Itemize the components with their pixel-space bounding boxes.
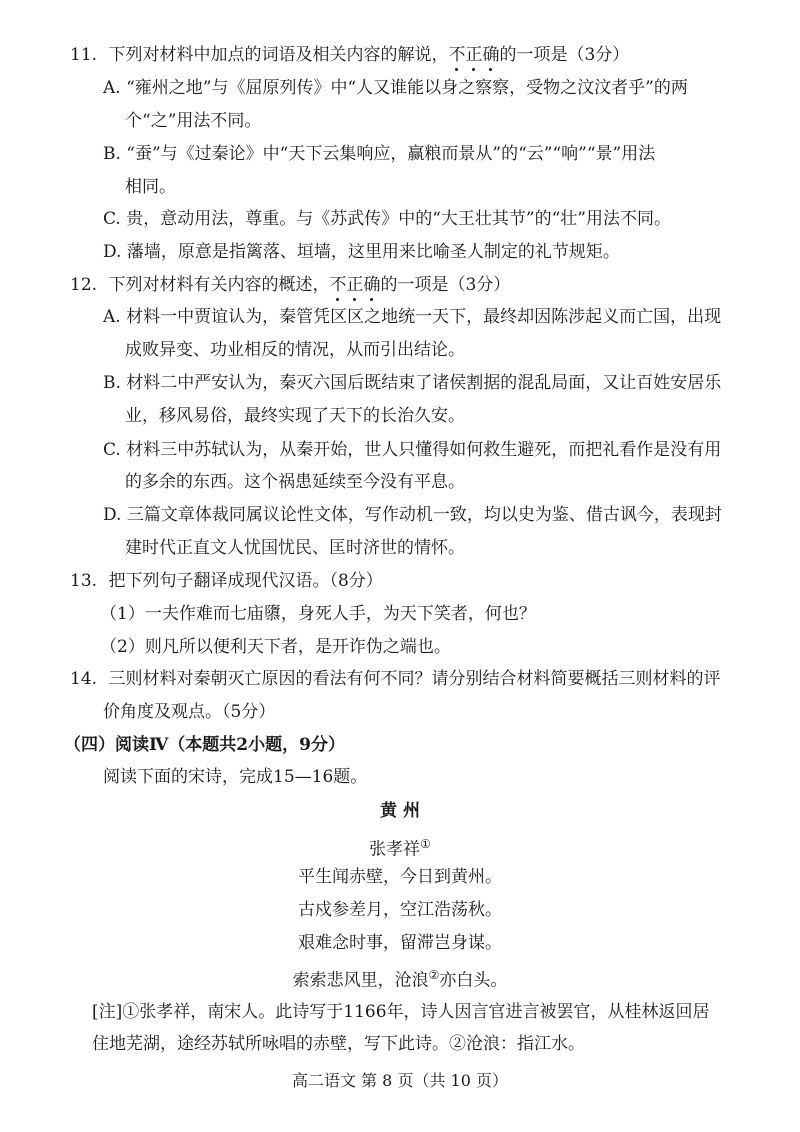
q12-stem [70, 273, 510, 297]
q14-stem [70, 667, 720, 691]
q11-emphasis-char: 不 [448, 45, 466, 65]
q11-option-b-line1: B. “蚕”与《过秦论》中“天下云集响应，赢粮而景从”的“云”“响”“景”用法 [103, 144, 656, 164]
q12-stem-tail: 的一项是（3分） [380, 275, 511, 295]
section-intro: 阅读下面的宋诗，完成15—16题。 [103, 767, 368, 787]
annotation-line-2: 住地芜湖，途经苏轼所咏唱的赤壁，写下此诗。②沧浪：指江水。 [92, 1034, 585, 1054]
page-footer: 高二语文 第 8 页（共 10 页） [292, 1071, 508, 1090]
q13-stem [70, 569, 383, 593]
q12-option-d-line1: D. 三篇文章体裁同属议论性文体，写作动机一致，均以史为鉴、借古讽今，表现封 [103, 505, 722, 525]
annotation-line-1: [注]①张孝祥，南宋人。此诗写于1166年，诗人因言官进言被罢官，从桂林返回居 [92, 1002, 710, 1022]
q12-option-b-line1: B. 材料二中严安认为，秦灭六国后既结束了诸侯割据的混乱局面，又让百姓安居乐 [103, 373, 722, 393]
q12-option-b-line2: 业，移风易俗，最终实现了天下的长治久安。 [125, 406, 465, 426]
q11-stem [70, 43, 629, 67]
poem-author [0, 832, 800, 862]
poem-title: 黄 州 [380, 801, 420, 821]
poem-line-4-text: 索索悲风里，沧浪 [292, 970, 429, 991]
q11-stem-text: 下列对材料中加点的词语及相关内容的解说， [108, 45, 449, 65]
q12-number: 12. [70, 275, 98, 295]
q12-option-c-line2: 的多余的东西。这个祸患延续至今没有平息。 [125, 472, 465, 492]
q12-emphasis-char: 不 [329, 275, 347, 295]
q14-stem-line1: 三则材料对秦朝灭亡原因的看法有何不同？请分别结合材料简要概括三则材料的评 [108, 669, 721, 689]
q14-stem-line2: 价角度及观点。（5分） [103, 702, 276, 722]
q11-option-b-line2: 相同。 [125, 177, 176, 197]
poem-line-4-tail: 亦白头。 [439, 970, 508, 991]
q11-option-d: D. 藩墙，原意是指篱落、垣墙，这里用来比喻圣人制定的礼节规矩。 [103, 242, 620, 262]
section-heading: （四）阅读Ⅳ（本题共2小题，9分） [64, 735, 345, 755]
q12-emphasis-char: 正 [346, 275, 364, 295]
q12-option-a-line2: 成败异变、功业相反的情况，从而引出结论。 [125, 340, 465, 360]
q12-emphasis-char: 确 [363, 275, 381, 295]
q11-option-a-line1: A. “雍州之地”与《屈原列传》中“人又谁能以身之察察，受物之汶汶者乎”的两 [103, 78, 688, 98]
q11-option-a-line2: 个“之”用法不同。 [125, 111, 262, 131]
q11-number: 11. [70, 45, 98, 65]
q11-emphasis-char: 确 [482, 45, 500, 65]
poem-line-4-note-mark: ② [428, 968, 440, 982]
q11-stem-tail: 的一项是（3分） [499, 45, 630, 65]
q13-number: 13. [70, 571, 98, 591]
poem-line-1: 平生闻赤壁，今日到黄州。 [298, 867, 502, 887]
q11-emphasis-char: 正 [465, 45, 483, 65]
q12-stem-text: 下列对材料有关内容的概述， [108, 275, 330, 295]
poem-line-3: 艰难念时事，留滞岂身谋。 [298, 933, 502, 953]
q12-option-c-line1: C. 材料三中苏轼认为，从秦开始，世人只懂得如何救生避死，而把礼看作是没有用 [103, 440, 722, 460]
q13-stem-text: 把下列句子翻译成现代汉语。（8分） [108, 571, 383, 591]
q12-option-a-line1: A. 材料一中贾谊认为，秦管凭区区之地统一天下，最终却因陈涉起义而亡国，出现 [103, 307, 722, 327]
poem-author-note-mark: ① [420, 837, 431, 851]
poem-author-name: 张孝祥 [369, 839, 421, 860]
q13-item-2: （2）则凡所以便利天下者，是开诈伪之端也。 [100, 637, 451, 657]
q12-option-d-line2: 建时代正直文人忧国忧民、匡时济世的情怀。 [125, 538, 465, 558]
q14-number: 14. [70, 669, 98, 689]
poem-line-4 [0, 963, 800, 993]
q13-item-1: （1）一夫作难而七庙隳，身死人手，为天下笑者，何也？ [100, 604, 536, 624]
q11-option-c: C. 贵，意动用法，尊重。与《苏武传》中的“大王壮其节”的“壮”用法不同。 [103, 209, 671, 229]
poem-line-2: 古戍参差月，空江浩荡秋。 [298, 900, 502, 920]
